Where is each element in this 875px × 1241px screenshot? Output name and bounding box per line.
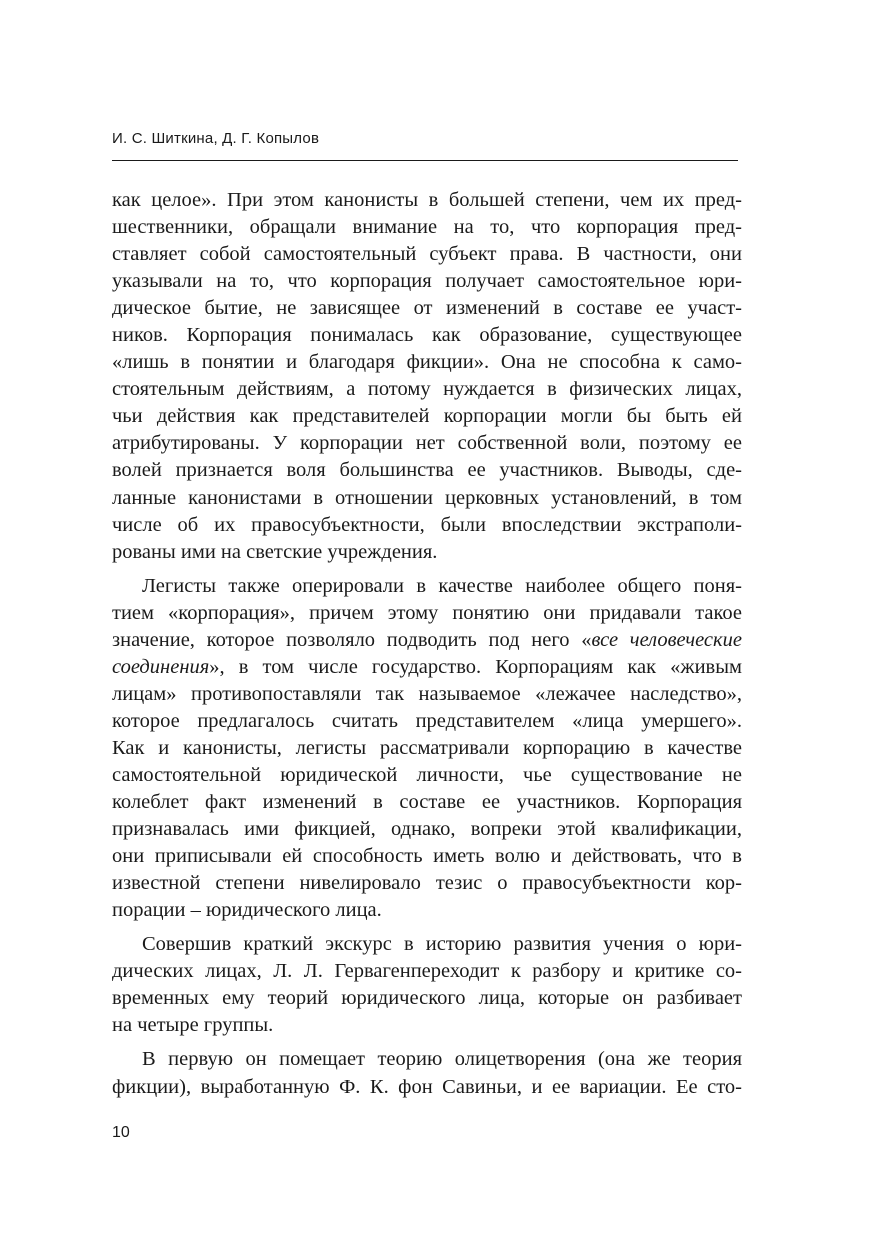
- body-text: [112, 187, 742, 1101]
- text-line: самостоятельной юридической личности, чье существование не: [112, 763, 742, 786]
- page-number: 10: [112, 1124, 130, 1141]
- text-line: признавалась ими фикцией, однако, вопреки этой квалификации,: [112, 818, 742, 841]
- text-line: волей признается воля большинства ее участников. Выводы, сде-: [112, 459, 742, 482]
- italic-quote: соединения: [112, 655, 210, 678]
- text-line: В первую он помещает теорию олицетворения (она же теория: [142, 1048, 742, 1071]
- text-line: тием «корпорация», причем этому понятию они придавали такое: [112, 601, 742, 624]
- text-line: Как и канонисты, легисты рассматривали корпорацию в качестве: [112, 736, 742, 759]
- paragraph-1: [112, 187, 742, 566]
- text-line: которое предлагалось считать представителем «лица умершего».: [112, 709, 742, 732]
- text-line: ланные канонистами в отношении церковных установлений, в том: [112, 486, 742, 509]
- text-line: Совершив краткий экскурс в историю развития учения о юри-: [142, 933, 742, 956]
- text-line: порации – юридического лица.: [112, 899, 382, 922]
- text-line: колеблет факт изменений в составе ее участников. Корпорация: [112, 791, 742, 814]
- text-line: как целое». При этом канонисты в большей степени, чем их пред-: [112, 189, 742, 211]
- text-line: чьи действия как представителей корпорации могли бы быть ей: [112, 405, 742, 428]
- header-rule: [112, 160, 738, 161]
- paragraph-2: [112, 573, 742, 925]
- text-line: фикции), выработанную Ф. К. фон Савиньи, и ее вариации. Ее сто-: [112, 1075, 742, 1098]
- text-line: [112, 627, 742, 654]
- text-line: дическое бытие, не зависящее от изменений в составе ее участ-: [112, 297, 742, 320]
- text-line: ставляет собой самостоятельный субъект права. В частности, они: [112, 243, 742, 266]
- running-head: И. С. Шиткина, Д. Г. Копылов: [112, 130, 320, 147]
- text-line: на четыре группы.: [112, 1014, 274, 1037]
- text-line: указывали на то, что корпорация получает самостоятельное юри-: [112, 270, 742, 293]
- text-line: «лишь в понятии и благодаря фикции». Она не способна к само-: [112, 351, 742, 374]
- text-line: ников. Корпорация понималась как образование, существующее: [112, 324, 742, 347]
- text-line: известной степени нивелировало тезис о правосубъектности кор-: [112, 872, 742, 895]
- text-line: числе об их правосубъектности, были впоследствии экстраполи-: [112, 513, 742, 536]
- text-line: стоятельным действиям, а потому нуждается в физических лицах,: [112, 378, 742, 401]
- text-line: они приписывали ей способность иметь волю и действовать, что в: [112, 845, 742, 868]
- paragraph-4: [112, 1046, 742, 1100]
- text-line: рованы ими на светские учреждения.: [112, 540, 438, 563]
- text-line: [112, 654, 742, 681]
- text-line: Легисты также оперировали в качестве наиболее общего поня-: [142, 574, 742, 597]
- paragraph-3: [112, 931, 742, 1039]
- text-line: атрибутированы. У корпорации нет собственной воли, поэтому ее: [112, 432, 742, 455]
- text-line: временных ему теорий юридического лица, которые он разбивает: [112, 987, 742, 1010]
- text-fragment: значение, которое позволяло подводить под него «: [112, 628, 592, 651]
- text-line: дических лицах, Л. Л. Гервагенпереходит к разбору и критике со-: [112, 960, 742, 983]
- text-fragment: », в том числе государство. Корпорациям как «живым: [209, 655, 742, 678]
- text-line: лицам» противопоставляли так называемое «лежачее наследство»,: [112, 682, 742, 705]
- italic-quote: все человеческие: [591, 628, 742, 651]
- text-line: шественники, обращали внимание на то, что корпорация пред-: [112, 216, 742, 239]
